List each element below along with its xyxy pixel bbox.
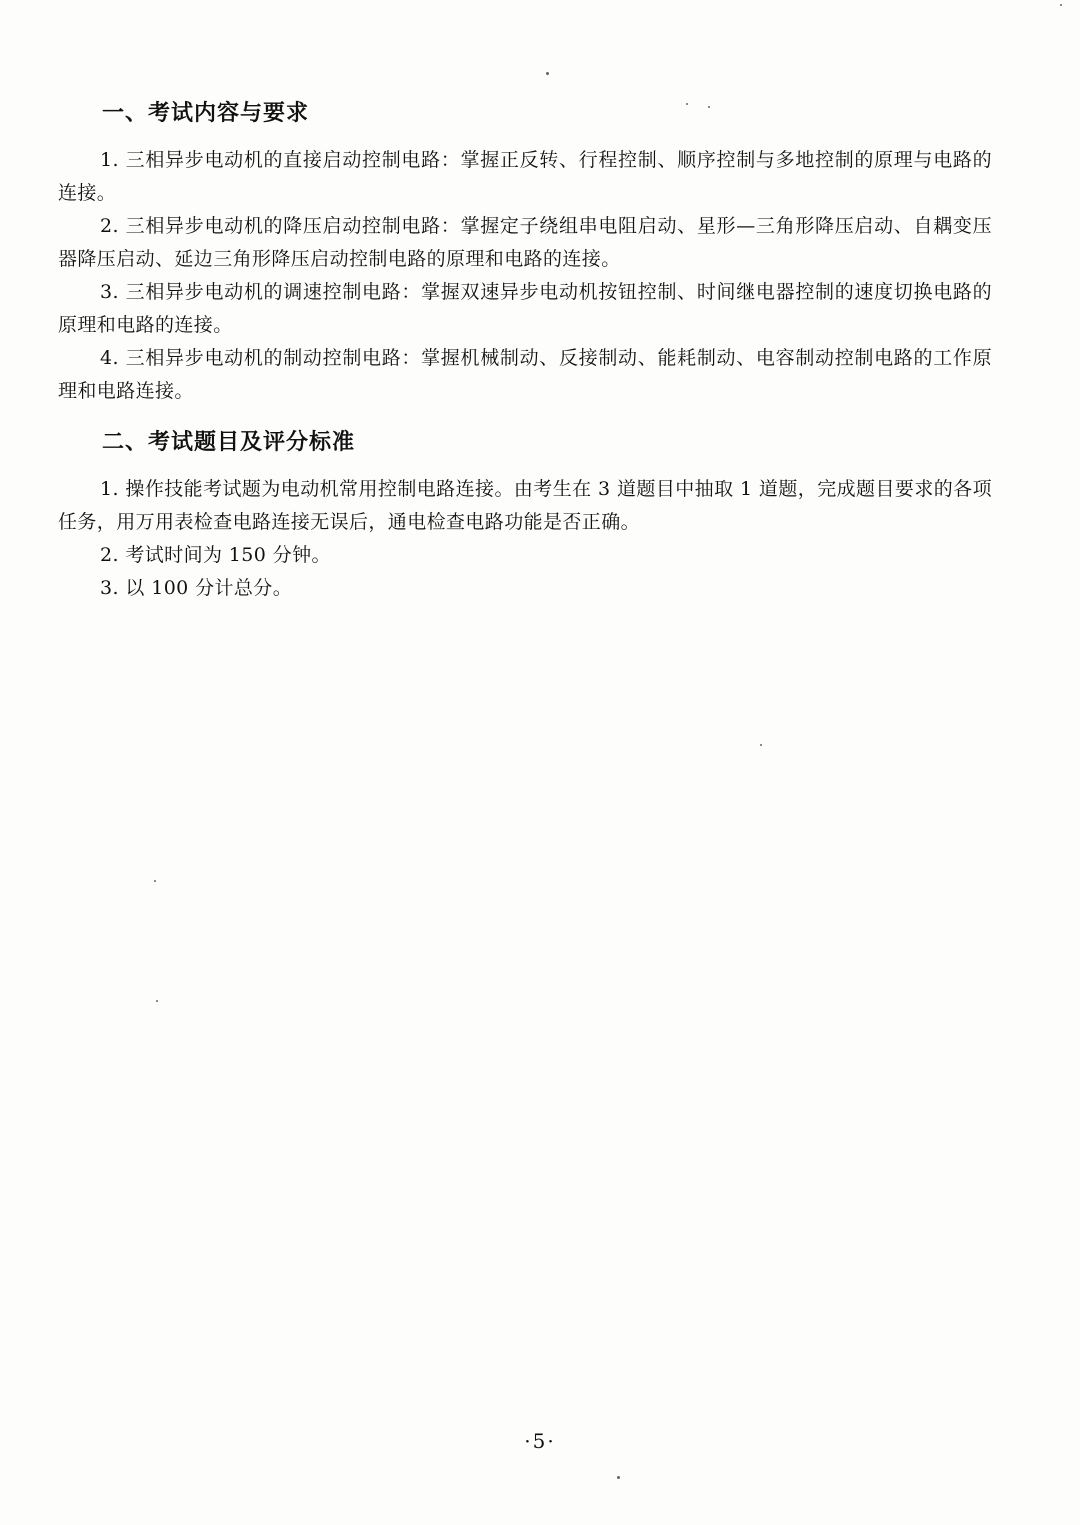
scan-speck bbox=[686, 103, 688, 105]
paragraph-item-4: 4. 三相异步电动机的制动控制电路：掌握机械制动、反接制动、能耗制动、电容制动控制电路的工作原理和电路连接。 bbox=[58, 347, 992, 402]
paragraph-item-1: 1. 操作技能考试题为电动机常用控制电路连接。由考生在 3 道题目中抽取 1 道题，完成题目要求的各项任务，用万用表检查电路连接无误后，通电检查电路功能是否正确。 bbox=[58, 478, 992, 533]
paragraph-item-2: 2. 考试时间为 150 分钟。 bbox=[100, 544, 331, 566]
paragraph-item-3: 3. 以 100 分计总分。 bbox=[100, 577, 293, 599]
scan-speck bbox=[760, 744, 762, 746]
section-heading: 一、考试内容与要求 bbox=[102, 101, 310, 126]
paragraph-item-2: 2. 三相异步电动机的降压启动控制电路：掌握定子绕组串电阻启动、星形—三角形降压启动、自耦变压器降压启动、延边三角形降压启动控制电路的原理和电路的连接。 bbox=[58, 215, 992, 270]
scan-speck bbox=[617, 1476, 620, 1479]
scan-speck bbox=[154, 880, 156, 882]
paragraph-item-3: 3. 三相异步电动机的调速控制电路：掌握双速异步电动机按钮控制、时间继电器控制的速度切换电路的原理和电路的连接。 bbox=[58, 281, 992, 336]
page-number: ·5· bbox=[524, 1429, 556, 1453]
paragraph-item-1: 1. 三相异步电动机的直接启动控制电路：掌握正反转、行程控制、顺序控制与多地控制的原理与电路的连接。 bbox=[58, 149, 992, 204]
scan-speck bbox=[156, 1000, 158, 1002]
section-heading: 二、考试题目及评分标准 bbox=[102, 430, 356, 455]
scan-speck bbox=[546, 72, 549, 75]
scan-speck bbox=[1060, 4, 1062, 6]
scan-speck bbox=[708, 106, 710, 108]
section-exam-content bbox=[58, 98, 992, 408]
section-exam-questions bbox=[58, 427, 992, 605]
